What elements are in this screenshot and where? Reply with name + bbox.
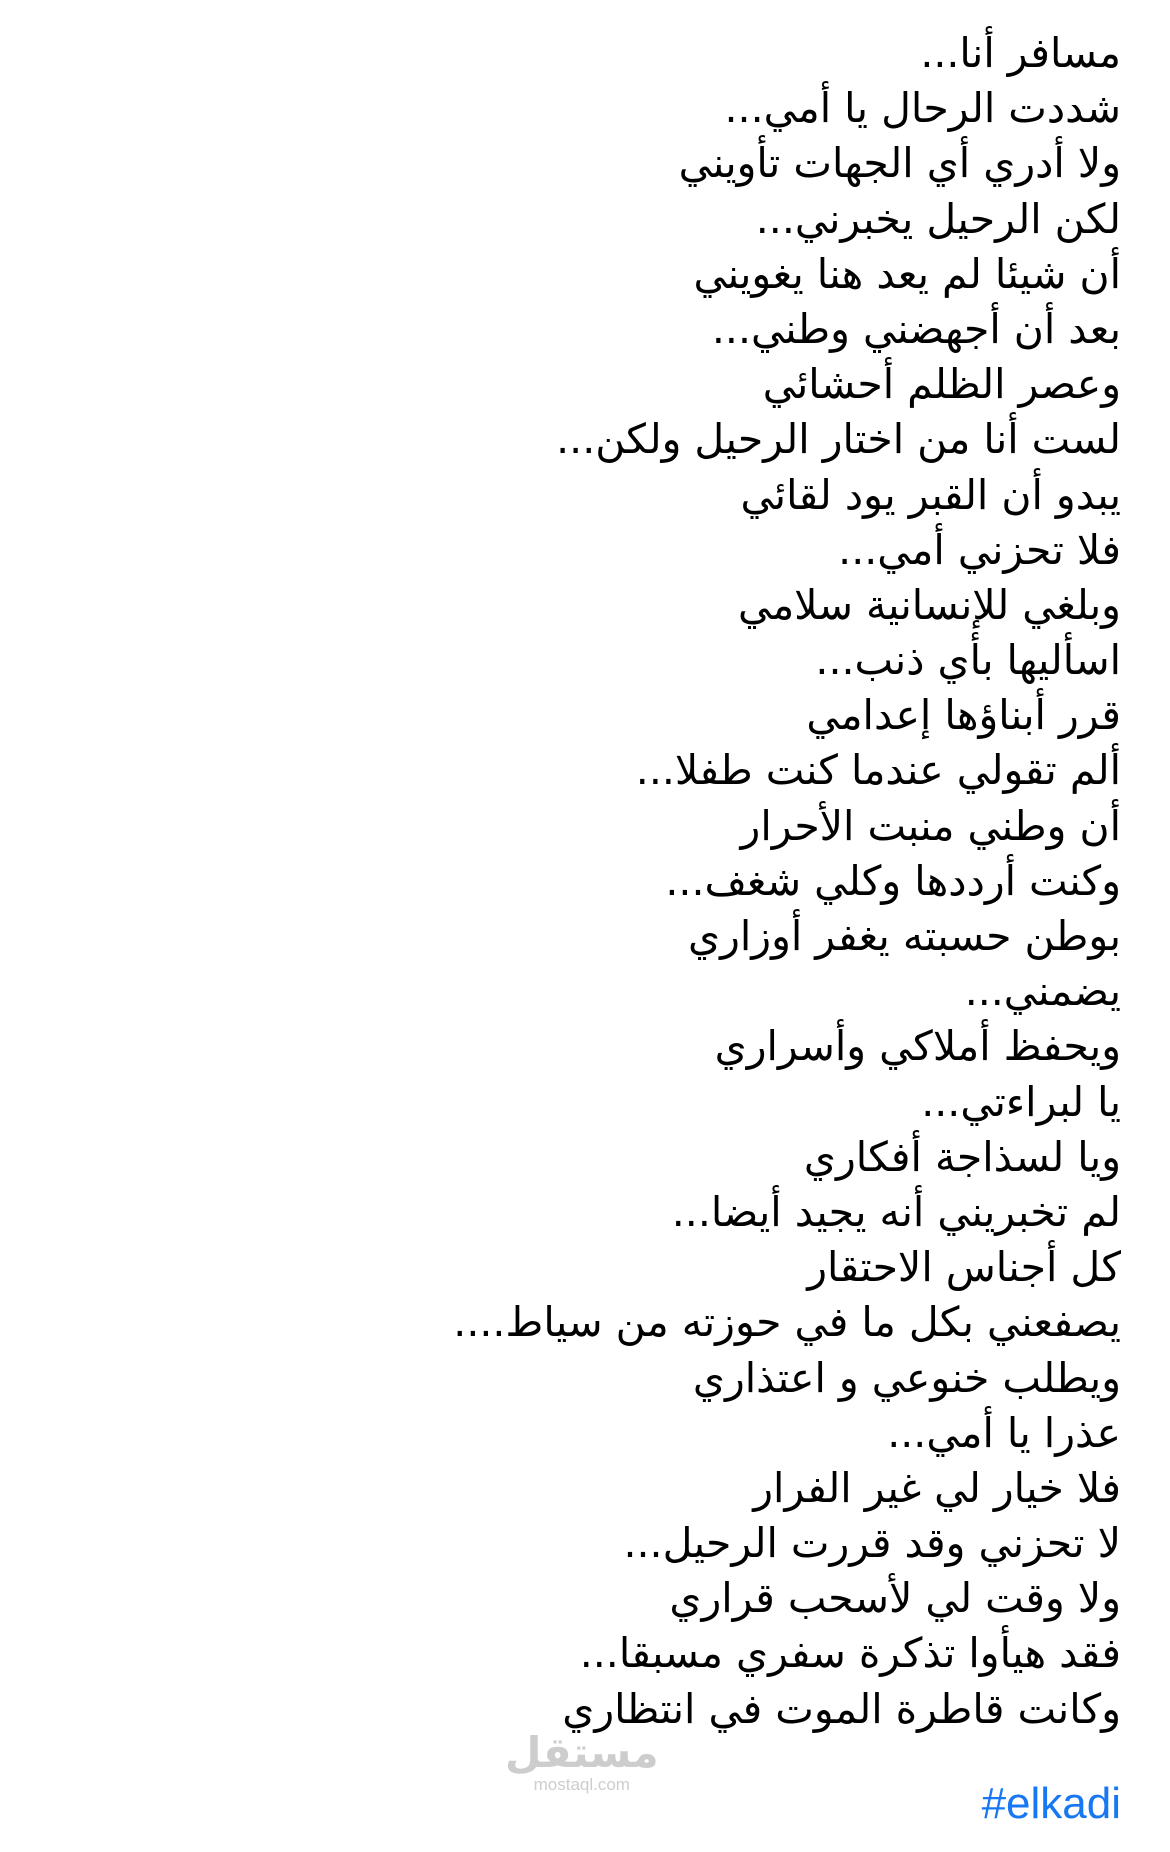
poem-line: فلا خيار لي غير الفرار [753, 1463, 1121, 1512]
poem-line: أن شيئا لم يعد هنا يغويني [693, 249, 1121, 298]
poem-line: ويا لسذاجة أفكاري [803, 1132, 1121, 1181]
poem-line: وكانت قاطرة الموت في انتظاري [562, 1684, 1121, 1733]
poem-line: لم تخبريني أنه يجيد أيضا... [671, 1187, 1121, 1236]
poem-line: ويطلب خنوعي و اعتذاري [692, 1353, 1121, 1402]
poem-line: أن وطني منبت الأحرار [740, 801, 1121, 850]
poem-line: فقد هيأوا تذكرة سفري مسبقا... [579, 1629, 1121, 1678]
watermark-logo [505, 1730, 659, 1794]
watermark-latin-text: mostaql.com [533, 1775, 630, 1794]
poem-line: ولا وقت لي لأسحب قراري [669, 1574, 1121, 1623]
poem-line: ويحفظ أملاكي وأسراري [714, 1022, 1121, 1071]
poem-line: وكنت أرددها وكلي شغف... [665, 856, 1121, 905]
poem-line: فلا تحزني أمي... [838, 525, 1121, 574]
poem-line: لكن الرحيل يخبرني... [755, 194, 1121, 243]
poem-line: يبدو أن القبر يود لقائي [740, 470, 1121, 519]
poem-line: قرر أبناؤها إعدامي [806, 691, 1121, 740]
hashtag-link[interactable]: #elkadi [981, 1779, 1121, 1828]
poem-line: وبلغي للإنسانية سلامي [738, 580, 1121, 629]
poem-line: شددت الرحال يا أمي... [724, 84, 1121, 133]
poem-line: كل أجناس الاحتقار [807, 1243, 1121, 1292]
poem-line: لا تحزني وقد قررت الرحيل... [623, 1519, 1121, 1568]
poem-line: بوطن حسبته يغفر أوزاري [687, 912, 1121, 960]
poem-line: يا لبراءتي... [921, 1077, 1121, 1126]
poem-text [41, 26, 1121, 1737]
poem-line: مسافر أنا... [920, 29, 1121, 77]
poem-line: يضمني... [964, 967, 1121, 1016]
watermark-arabic-text: مستقل [505, 1728, 659, 1777]
poem-line: يصفعني بكل ما في حوزته من سياط.... [453, 1298, 1121, 1347]
poem-line: اسأليها بأي ذنب... [815, 636, 1121, 685]
poem-line: ولا أدري أي الجهات تأويني [678, 139, 1121, 188]
poem-line: لست أنا من اختار الرحيل ولكن... [556, 415, 1121, 464]
poem-line: ألم تقولي عندما كنت طفلا... [635, 746, 1121, 795]
poem-line: بعد أن أجهضني وطني... [711, 304, 1121, 353]
poem-line: وعصر الظلم أحشائي [762, 360, 1121, 409]
poem-line: عذرا يا أمي... [887, 1408, 1121, 1457]
